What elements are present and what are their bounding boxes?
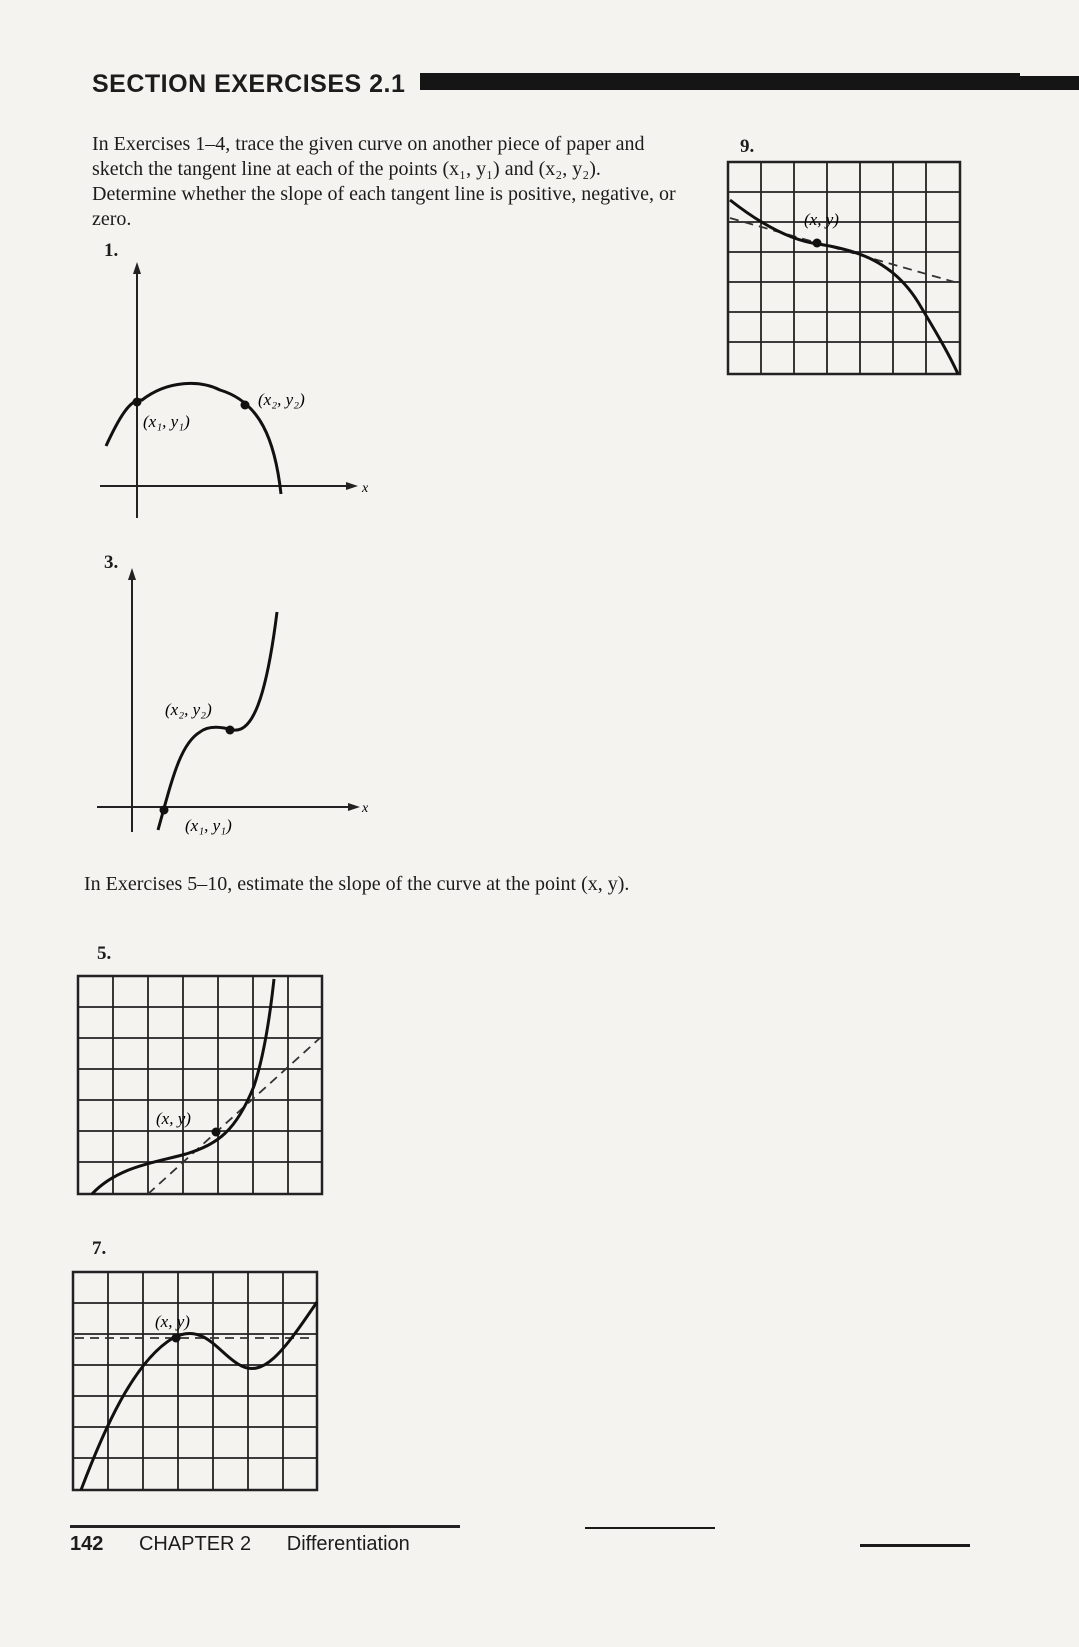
- exercise-5-grid: [78, 976, 322, 1194]
- exercise-5-label-point: (x, y): [156, 1109, 191, 1128]
- section-title: SECTION EXERCISES 2.1: [92, 70, 406, 98]
- footer-page-number: 142: [70, 1533, 104, 1555]
- exercise-1-x-label: x: [362, 481, 369, 496]
- exercise-3-x-arrow: [348, 803, 360, 811]
- exercise-3-point-2: [226, 726, 235, 735]
- exercise-7-figure: [73, 1272, 318, 1492]
- exercise-7-label-point: (x, y): [155, 1312, 190, 1331]
- intro-slope-instructions: In Exercises 5–10, estimate the slope of the curve at the point (x, y).: [84, 873, 630, 895]
- exercise-3-number: 3.: [104, 552, 119, 573]
- exercise-9-curve: [730, 200, 958, 374]
- page-footer: [70, 1533, 410, 1556]
- footer-rule-fragment: [585, 1527, 715, 1529]
- intro-tangent-instructions: In Exercises 1–4, trace the given curve on another piece of paper and sketch the tangent line at each of the points (x₁, y₁) and (x₂, y₂). Determine whether the slope of each tangent line is positive, negative, or zero.: [92, 133, 676, 230]
- footer-chapter: CHAPTER 2: [138, 1533, 252, 1555]
- exercise-9-grid: [728, 162, 960, 374]
- exercise-7-number: 7.: [92, 1238, 107, 1259]
- exercise-9-number: 9.: [740, 136, 755, 157]
- exercise-3-x-label: x: [362, 801, 369, 816]
- exercise-3-curve: [158, 612, 277, 830]
- exercise-5-figure: [78, 976, 323, 1196]
- exercise-9-point: [813, 239, 822, 248]
- exercise-9-figure: [728, 162, 963, 376]
- exercise-9-label-point: (x, y): [804, 210, 839, 229]
- exercise-5-point: [212, 1128, 221, 1137]
- exercise-3-label-point-1: (x₁, y₁): [185, 816, 232, 835]
- exercise-3-point-1: [160, 806, 169, 815]
- footer-title: Differentiation: [286, 1533, 410, 1555]
- footer-rule: [70, 1525, 460, 1528]
- footer-mark: [860, 1544, 970, 1547]
- exercise-5-number: 5.: [97, 943, 112, 964]
- exercise-1-label-point-2: (x₂, y₂): [258, 390, 305, 409]
- exercise-3-y-arrow: [128, 568, 136, 580]
- exercise-7-point: [172, 1334, 181, 1343]
- exercise-3-label-point-2: (x₂, y₂): [165, 700, 212, 719]
- exercise-1-label-point-1: (x₁, y₁): [143, 412, 190, 431]
- exercise-1-number: 1.: [104, 240, 119, 261]
- exercise-7-grid: [73, 1272, 317, 1490]
